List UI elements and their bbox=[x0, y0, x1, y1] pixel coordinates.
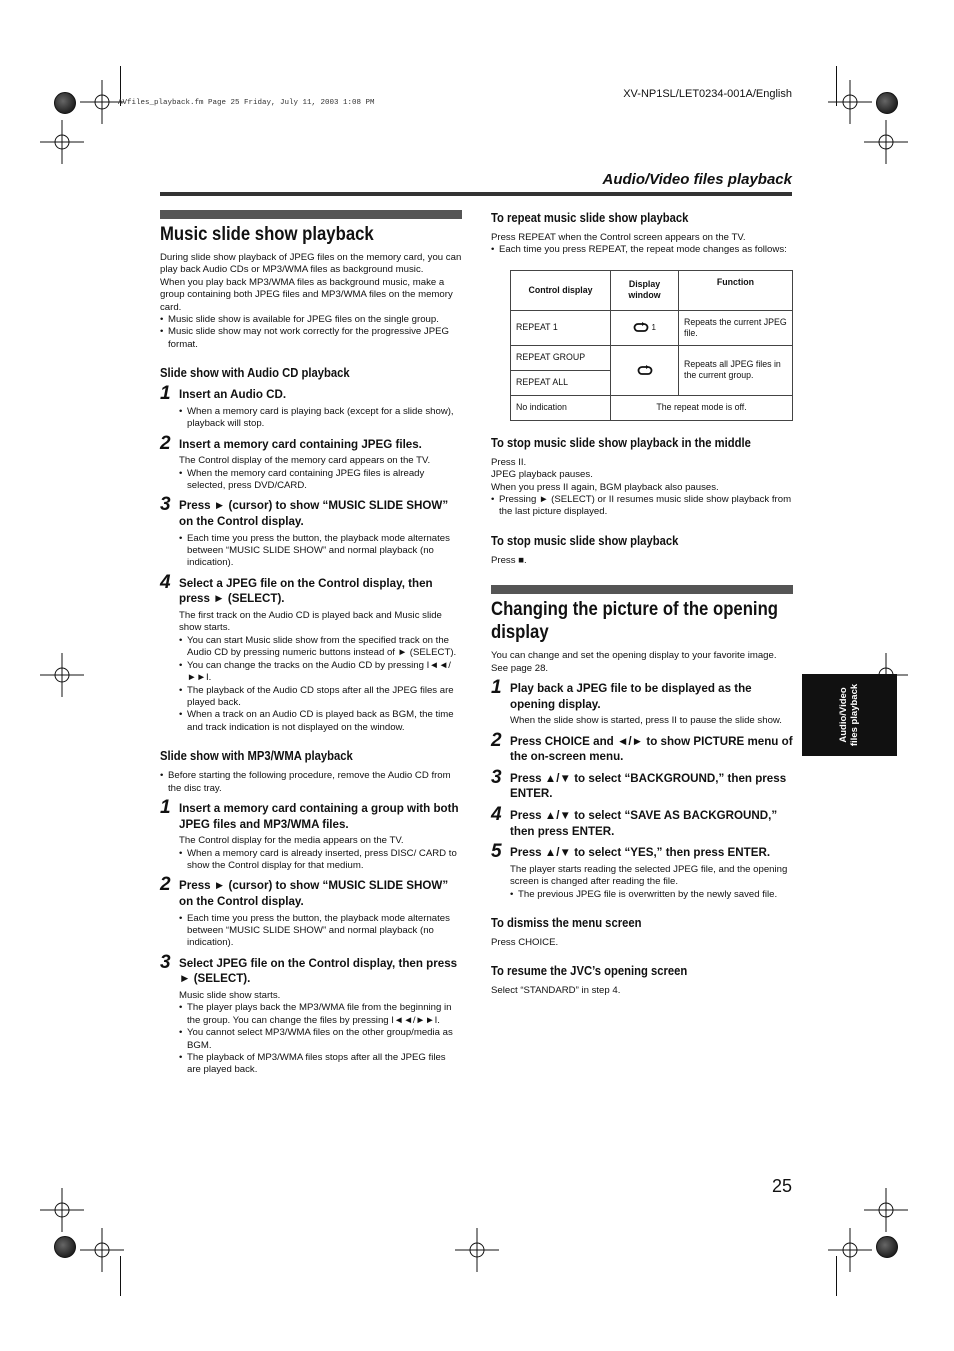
bullet-item: • When a memory card is playing back (except for a slide show), playback will stop. bbox=[179, 406, 462, 431]
repeat-icon bbox=[633, 322, 649, 333]
step bbox=[160, 494, 462, 569]
bullet-item: • Music slide show may not work correctly for the progressive JPEG format. bbox=[160, 326, 462, 351]
step-title: Press ► (cursor) to show “MUSIC SLIDE SHOW” on the Control display. bbox=[179, 499, 449, 529]
step bbox=[160, 571, 462, 734]
bullet-item: • You can change the tracks on the Audio CD by pressing I◄◄/►►I. bbox=[179, 660, 462, 685]
stop-middle-line: JPEG playback pauses. bbox=[491, 469, 593, 481]
table-cell: Repeats all JPEG files in the current group. bbox=[679, 345, 793, 395]
bullet-item: • When a memory card is already inserted, press DISC/ CARD to show the Control display for that medium. bbox=[179, 848, 462, 873]
subheading-stop-middle: To stop music slide show playback in the middle bbox=[491, 435, 751, 450]
step bbox=[160, 874, 462, 949]
subheading-dismiss: To dismiss the menu screen bbox=[491, 916, 642, 931]
step-number: 1 bbox=[160, 796, 171, 818]
table-cell: No indication bbox=[511, 395, 611, 420]
step bbox=[160, 796, 462, 872]
right-column bbox=[491, 210, 793, 998]
repeat-one-label: 1 bbox=[651, 323, 656, 333]
step-number: 2 bbox=[491, 729, 502, 751]
table-cell: REPEAT GROUP bbox=[511, 345, 611, 370]
step-number: 5 bbox=[491, 841, 502, 863]
bullet-item: • The player plays back the MP3/WMA file from the beginning in the group. You can change the files by pressing I◄◄/►►I. bbox=[179, 1002, 462, 1027]
bullet-item: • The playback of MP3/WMA files stops after all the JPEG files are played back. bbox=[179, 1052, 462, 1077]
bullet-item: • You can start Music slide show from the specified track on the Audio CD by pressing numeric buttons instead of ► (SELECT). bbox=[179, 635, 462, 660]
opening-title: Changing the picture of the opening display bbox=[491, 599, 779, 644]
step bbox=[491, 804, 793, 839]
crosshair-icon bbox=[828, 80, 872, 124]
registration-ball-icon bbox=[876, 1236, 898, 1258]
step bbox=[491, 766, 793, 802]
subheading-repeat: To repeat music slide show playback bbox=[491, 211, 689, 225]
intro-paragraph: When you play back MP3/WMA files as background music, make a group containing both JPEG files and MP3/WMA files on the memory card. bbox=[160, 276, 453, 313]
title-bar bbox=[160, 210, 462, 219]
step-title: Insert a memory card containing a group with both JPEG files and MP3/WMA files. bbox=[179, 801, 459, 831]
bullet-item: • Pressing ► (SELECT) or II resumes music slide show playback from the last picture displayed. bbox=[491, 494, 793, 519]
step-number: 1 bbox=[491, 677, 502, 699]
step-title: Play back a JPEG file to be displayed as the opening display. bbox=[510, 682, 752, 711]
step-text: The Control display for the media appears on the TV. bbox=[179, 835, 404, 847]
step-number: 2 bbox=[160, 432, 171, 454]
step-title: Select a JPEG file on the Control display, then press ► (SELECT). bbox=[179, 576, 433, 606]
bullet-item: • Before starting the following procedure, remove the Audio CD from the disc tray. bbox=[160, 770, 462, 795]
crosshair-icon bbox=[80, 1228, 124, 1272]
side-tab bbox=[802, 674, 897, 756]
bullet-item: • You cannot select MP3/WMA files on the other group/media as BGM. bbox=[179, 1027, 462, 1052]
bullet-item: • Each time you press the button, the playback mode alternates between “MUSIC SLIDE SHOW” and normal playback (no indication). bbox=[179, 913, 462, 950]
page-title: Music slide show playback bbox=[160, 224, 374, 245]
step-title: Press CHOICE and ◄/► to show PICTURE menu of the on-screen menu. bbox=[510, 734, 793, 764]
table-cell bbox=[611, 345, 679, 395]
table-cell: Repeats the current JPEG file. bbox=[679, 310, 793, 345]
left-column bbox=[160, 210, 462, 1077]
table-row bbox=[511, 345, 793, 370]
step-number: 4 bbox=[491, 804, 502, 826]
opening-intro: You can change and set the opening display to your favorite image. See page 28. bbox=[491, 650, 777, 674]
title-bar bbox=[491, 585, 793, 594]
step-title: Insert a memory card containing JPEG files. bbox=[179, 437, 422, 451]
step-text: The player starts reading the selected JPEG file, and the opening screen is changed after reading the file. bbox=[510, 863, 788, 888]
step-title: Press ▲/▼ to select “BACKGROUND,” then press ENTER. bbox=[510, 771, 787, 801]
repeat-text: Press REPEAT when the Control screen appears on the TV. bbox=[491, 232, 746, 243]
step bbox=[160, 951, 462, 1077]
crosshair-icon bbox=[864, 1188, 908, 1232]
table-header: Function bbox=[679, 270, 793, 310]
step-text: When the slide show is started, press II to pause the slide show. bbox=[510, 715, 782, 727]
bullet-item: • When a track on an Audio CD is played back as BGM, the time and track indication is not displayed on the window. bbox=[179, 709, 462, 734]
table-header: Control display bbox=[511, 270, 611, 310]
intro-paragraph: During slide show playback of JPEG files on the memory card, you can play back Audio CDs or MP3/WMA files as background music. bbox=[160, 252, 462, 276]
step-number: 3 bbox=[160, 494, 171, 516]
file-header: AVfiles_playback.fm Page 25 Friday, July 11, 2003 1:08 PM bbox=[118, 99, 375, 107]
table-cell: REPEAT ALL bbox=[511, 370, 611, 395]
registration-ball-icon bbox=[54, 1236, 76, 1258]
side-tab-label: Audio/Video files playback bbox=[838, 683, 860, 747]
bullet-item: • The previous JPEG file is overwritten by the newly saved file. bbox=[510, 889, 793, 901]
step-number: 4 bbox=[160, 571, 171, 593]
step-title: Insert an Audio CD. bbox=[179, 388, 287, 402]
document-code: XV-NP1SL/LET0234-001A/English bbox=[623, 88, 792, 100]
step-number: 1 bbox=[160, 383, 171, 405]
step-text: The first track on the Audio CD is played back and Music slide show starts. bbox=[179, 610, 442, 634]
subheading-mp3: Slide show with MP3/WMA playback bbox=[160, 749, 353, 764]
subheading-stop: To stop music slide show playback bbox=[491, 533, 679, 548]
table-row bbox=[511, 310, 793, 345]
intro-bullets bbox=[160, 314, 462, 351]
table-header: Display window bbox=[611, 270, 679, 310]
bullet-item: • When the memory card containing JPEG files is already selected, press DVD/CARD. bbox=[179, 468, 462, 493]
step-title: Press ▲/▼ to select “YES,” then press ENTER. bbox=[510, 846, 771, 860]
stop-text: Press ■. bbox=[491, 554, 527, 566]
step bbox=[491, 729, 793, 765]
table-cell: REPEAT 1 bbox=[511, 310, 611, 345]
subheading-cd: Slide show with Audio CD playback bbox=[160, 366, 350, 381]
crosshair-icon bbox=[40, 120, 84, 164]
crosshair-icon bbox=[40, 1188, 84, 1232]
step bbox=[491, 841, 793, 901]
crosshair-icon bbox=[40, 653, 84, 697]
step-number: 3 bbox=[491, 766, 502, 788]
step-text: The Control display of the memory card appears on the TV. bbox=[179, 455, 431, 467]
crosshair-icon bbox=[828, 1228, 872, 1272]
bullet-item: • Music slide show is available for JPEG files on the single group. bbox=[160, 314, 462, 326]
table-row bbox=[511, 395, 793, 420]
step-title: Select JPEG file on the Control display, then press ► (SELECT). bbox=[179, 956, 458, 986]
dismiss-text: Press CHOICE. bbox=[491, 937, 559, 949]
stop-middle-line: Press II. bbox=[491, 456, 527, 468]
page-number: 25 bbox=[771, 1176, 792, 1196]
stop-middle-line: When you press II again, BGM playback also pauses. bbox=[491, 481, 719, 493]
registration-ball-icon bbox=[876, 92, 898, 114]
crosshair-icon bbox=[455, 1228, 499, 1272]
table-cell bbox=[611, 310, 679, 345]
step bbox=[160, 383, 462, 430]
bullet-item: • Each time you press the button, the playback mode alternates between “MUSIC SLIDE SHOW” and normal playback (no indication). bbox=[179, 533, 462, 570]
step-number: 3 bbox=[160, 951, 171, 973]
resume-text: Select “STANDARD” in step 4. bbox=[491, 985, 621, 997]
step-text: Music slide show starts. bbox=[179, 989, 281, 1001]
table-cell: The repeat mode is off. bbox=[611, 395, 793, 420]
header-rule bbox=[160, 192, 792, 196]
repeat-mode-table bbox=[510, 270, 793, 421]
step-title: Press ▲/▼ to select “SAVE AS BACKGROUND,” then press ENTER. bbox=[510, 809, 778, 838]
step bbox=[160, 432, 462, 493]
step-title: Press ► (cursor) to show “MUSIC SLIDE SHOW” on the Control display. bbox=[179, 879, 449, 908]
step bbox=[491, 677, 793, 728]
step-number: 2 bbox=[160, 874, 171, 896]
registration-ball-icon bbox=[54, 92, 76, 114]
bullet-item: • Each time you press REPEAT, the repeat mode changes as follows: bbox=[491, 244, 793, 256]
bullet-item: • The playback of the Audio CD stops after all the JPEG files are played back. bbox=[179, 685, 462, 710]
crosshair-icon bbox=[864, 120, 908, 164]
repeat-icon bbox=[637, 365, 653, 376]
subheading-resume: To resume the JVC’s opening screen bbox=[491, 964, 688, 979]
section-title: Audio/Video files playback bbox=[602, 171, 792, 188]
